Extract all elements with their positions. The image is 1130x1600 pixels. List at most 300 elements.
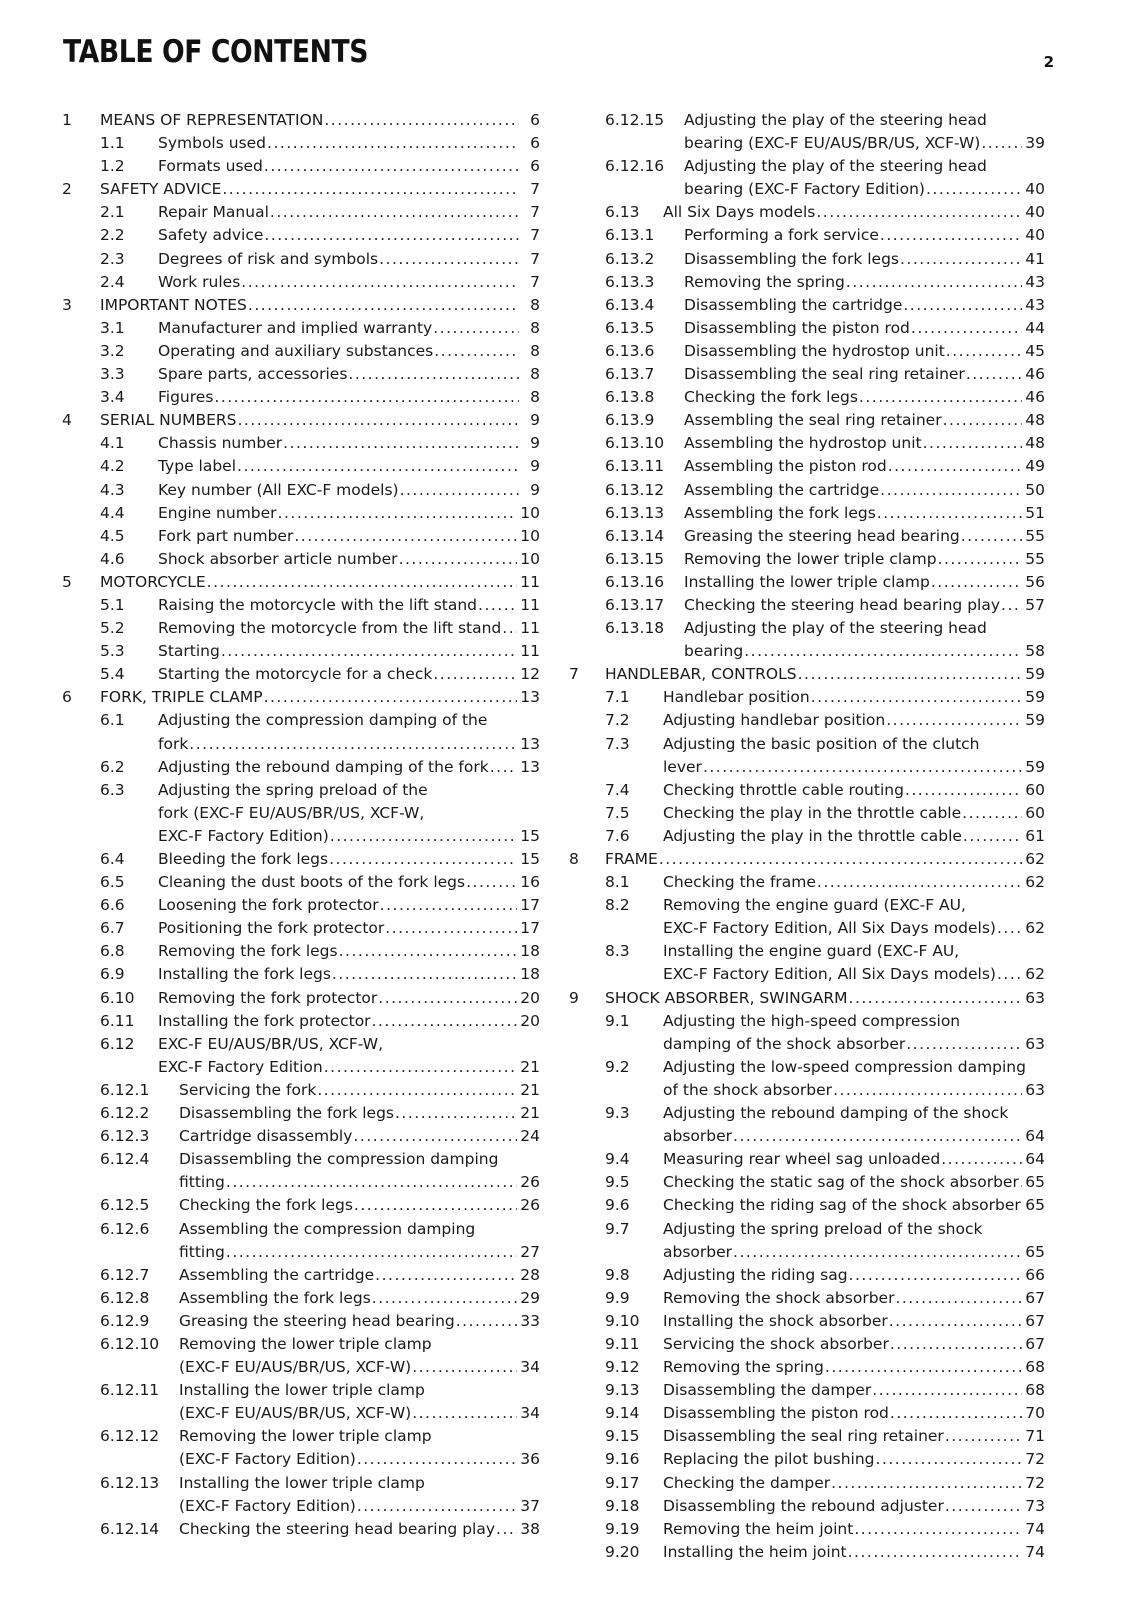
toc-entry[interactable]	[564, 1333, 1045, 1356]
toc-entry[interactable]	[564, 733, 1045, 779]
dot-leader	[385, 917, 517, 940]
toc-entry[interactable]	[564, 1448, 1045, 1471]
toc-entry-page: 6	[530, 157, 540, 176]
toc-entry[interactable]	[564, 525, 1045, 548]
toc-entry[interactable]	[564, 109, 1045, 155]
toc-entry[interactable]	[58, 109, 540, 132]
toc-entry[interactable]	[564, 1310, 1045, 1333]
toc-entry[interactable]	[58, 1148, 540, 1194]
toc-entry[interactable]	[58, 917, 540, 940]
toc-entry-number: 6.13.15	[605, 549, 665, 568]
toc-entry-page: 44	[1025, 318, 1045, 337]
toc-entry-number: 6.13.12	[605, 480, 665, 499]
toc-entry[interactable]	[58, 548, 540, 571]
toc-entry[interactable]	[58, 571, 540, 594]
toc-entry-title: Checking the riding sag of the shock absorber	[663, 1196, 1021, 1215]
toc-entry[interactable]	[564, 686, 1045, 709]
toc-entry[interactable]	[58, 386, 540, 409]
toc-entry[interactable]	[564, 1541, 1045, 1564]
toc-entry-title: Spare parts, accessories	[158, 365, 348, 384]
toc-entry-title: fitting	[179, 1242, 225, 1261]
toc-entry[interactable]	[564, 663, 1045, 686]
toc-entry-title: Disassembling the fork legs	[684, 249, 899, 268]
toc-entry-title: Installing the fork legs	[158, 965, 331, 984]
toc-entry[interactable]	[58, 294, 540, 317]
page-number: 2	[1043, 53, 1054, 71]
toc-entry[interactable]	[564, 1148, 1045, 1171]
toc-entry-page: 10	[520, 549, 540, 568]
toc-entry-title: Assembling the seal ring retainer	[684, 411, 942, 430]
dot-leader	[267, 132, 519, 155]
toc-entry-title: (EXC-F Factory Edition)	[179, 1496, 356, 1515]
toc-entry-number: 4.4	[100, 503, 125, 522]
toc-entry[interactable]	[58, 1218, 540, 1264]
toc-entry[interactable]	[58, 640, 540, 663]
dot-leader	[264, 155, 519, 178]
toc-entry[interactable]	[564, 1495, 1045, 1518]
toc-entry-title: Assembling the cartridge	[684, 480, 880, 499]
toc-entry-page: 63	[1025, 1080, 1045, 1099]
toc-entry-page: 17	[520, 919, 540, 938]
toc-entry-title: Operating and auxiliary substances	[158, 341, 434, 360]
toc-entry-title: Assembling the cartridge	[179, 1265, 375, 1284]
toc-entry[interactable]	[564, 1425, 1045, 1448]
toc-entry-page: 13	[520, 688, 540, 707]
dot-leader	[931, 571, 1022, 594]
toc-entry-title-line: Disassembling the compression damping	[179, 1150, 499, 1169]
dot-leader	[961, 525, 1023, 548]
dot-leader	[226, 1241, 517, 1264]
toc-entry-title: Formats used	[158, 157, 263, 176]
toc-entry[interactable]	[58, 686, 540, 709]
toc-entry[interactable]	[564, 987, 1045, 1010]
toc-entry-page: 21	[520, 1104, 540, 1123]
dot-leader	[859, 386, 1022, 409]
toc-entry[interactable]	[58, 940, 540, 963]
toc-entry[interactable]	[564, 1287, 1045, 1310]
toc-entry[interactable]	[58, 132, 540, 155]
toc-entry-number: 6.13.4	[605, 295, 655, 314]
toc-entry[interactable]	[564, 779, 1045, 802]
toc-entry-number: 1	[62, 111, 72, 129]
toc-entry-title: Safety advice	[158, 226, 264, 245]
toc-entry[interactable]	[58, 1518, 540, 1541]
toc-entry[interactable]	[564, 409, 1045, 432]
toc-entry[interactable]	[564, 224, 1045, 247]
toc-entry-number: 6.5	[100, 873, 125, 892]
toc-entry-page: 34	[520, 1404, 540, 1423]
toc-entry-page: 20	[520, 1011, 540, 1030]
toc-entry[interactable]	[564, 548, 1045, 571]
toc-entry[interactable]	[58, 1287, 540, 1310]
toc-entry-number: 6.13.3	[605, 272, 655, 291]
toc-entry-page: 40	[1025, 203, 1045, 222]
dot-leader	[354, 1194, 517, 1217]
toc-entry-title: Assembling the fork legs	[179, 1288, 371, 1307]
toc-entry[interactable]	[58, 317, 540, 340]
toc-entry[interactable]	[564, 201, 1045, 224]
toc-entry[interactable]	[564, 1518, 1045, 1541]
toc-entry[interactable]	[564, 432, 1045, 455]
dot-leader	[888, 455, 1023, 478]
toc-entry-number: 6.13.14	[605, 526, 665, 545]
toc-entry[interactable]	[58, 1033, 540, 1079]
toc-entry[interactable]	[58, 248, 540, 271]
dot-leader	[496, 1518, 517, 1541]
toc-entry-number: 6	[62, 688, 72, 707]
toc-entry[interactable]	[564, 848, 1045, 871]
toc-entry-page: 65	[1025, 1196, 1045, 1215]
toc-entry[interactable]	[564, 1056, 1045, 1102]
toc-entry-number: 6.1	[100, 711, 125, 730]
toc-entry-title-line: Removing the lower triple clamp	[179, 1427, 432, 1446]
dot-leader	[357, 1448, 517, 1471]
toc-entry-page: 46	[1025, 388, 1045, 407]
toc-entry[interactable]	[58, 271, 540, 294]
toc-entry-page: 45	[1025, 341, 1045, 360]
toc-entry[interactable]	[58, 1472, 540, 1518]
toc-entry[interactable]	[58, 1194, 540, 1217]
toc-entry[interactable]	[58, 455, 540, 478]
toc-entry-title: Installing the heim joint	[663, 1542, 847, 1561]
dot-leader	[926, 178, 1022, 201]
dot-leader	[380, 894, 518, 917]
toc-entry[interactable]	[58, 224, 540, 247]
toc-entry-page: 28	[520, 1265, 540, 1284]
dot-leader	[502, 617, 517, 640]
toc-entry-title-line: Installing the engine guard (EXC-F AU,	[663, 942, 960, 961]
toc-entry-page: 7	[530, 180, 540, 199]
toc-entry-number: 6.12.15	[605, 111, 665, 129]
dot-leader	[478, 594, 517, 617]
toc-entry-title: EXC-F Factory Edition, All Six Days models)	[663, 965, 996, 984]
toc-entry-title-line: Adjusting the compression damping of the	[158, 711, 488, 730]
toc-entry[interactable]	[58, 617, 540, 640]
toc-entry[interactable]	[564, 317, 1045, 340]
toc-entry-title: Removing the heim joint	[663, 1519, 854, 1538]
dot-leader	[372, 1010, 518, 1033]
toc-column-right	[564, 109, 1045, 1564]
toc-entry[interactable]	[58, 432, 540, 455]
toc-entry-title: FORK, TRIPLE CLAMP	[100, 688, 263, 707]
toc-entry[interactable]	[58, 1125, 540, 1148]
toc-entry-title: Servicing the fork	[179, 1080, 317, 1099]
toc-entry-page: 74	[1025, 1519, 1045, 1538]
dot-leader	[906, 1033, 1022, 1056]
toc-entry[interactable]	[564, 1379, 1045, 1402]
toc-entry[interactable]	[564, 871, 1045, 894]
toc-entry[interactable]	[564, 340, 1045, 363]
toc-entry[interactable]	[58, 201, 540, 224]
toc-entry-title-line: Adjusting the rebound damping of the shock	[663, 1104, 1009, 1123]
toc-entry[interactable]	[58, 155, 540, 178]
toc-entry-number: 9.3	[605, 1104, 630, 1123]
dot-leader	[207, 571, 518, 594]
dot-leader	[214, 386, 519, 409]
toc-entry-number: 6.6	[100, 896, 125, 915]
toc-entry-title-line: Adjusting the low-speed compression damping	[663, 1057, 1026, 1076]
toc-entry[interactable]	[564, 479, 1045, 502]
toc-entry[interactable]	[564, 363, 1045, 386]
toc-entry[interactable]	[58, 1079, 540, 1102]
toc-entry[interactable]	[564, 1171, 1045, 1194]
toc-entry-page: 17	[520, 896, 540, 915]
toc-entry-title: Disassembling the cartridge	[684, 295, 903, 314]
toc-entry-number: 3.1	[100, 318, 125, 337]
toc-entry[interactable]	[564, 894, 1045, 940]
toc-entry-title: Servicing the shock absorber	[663, 1334, 889, 1353]
toc-entry-number: 9.14	[605, 1404, 640, 1423]
toc-entry[interactable]	[564, 802, 1045, 825]
toc-entry[interactable]	[58, 1010, 540, 1033]
toc-entry-number: 8.3	[605, 942, 630, 961]
toc-entry-title: Assembling the fork legs	[684, 503, 876, 522]
toc-entry-page: 6	[530, 111, 540, 129]
toc-entry[interactable]	[58, 1425, 540, 1471]
toc-entry[interactable]	[58, 1310, 540, 1333]
toc-entry-number: 9.12	[605, 1358, 640, 1377]
toc-entry-page: 38	[520, 1519, 540, 1538]
toc-entry-page: 51	[1025, 503, 1045, 522]
toc-entry[interactable]	[58, 987, 540, 1010]
toc-entry[interactable]	[564, 709, 1045, 732]
dot-leader	[378, 987, 517, 1010]
toc-entry-number: 6.12.10	[100, 1334, 160, 1353]
dot-leader	[222, 178, 519, 201]
toc-entry[interactable]	[564, 1194, 1045, 1217]
toc-entry[interactable]	[564, 940, 1045, 986]
dot-leader	[981, 132, 1022, 155]
toc-entry[interactable]	[58, 178, 540, 201]
toc-entry[interactable]	[58, 409, 540, 432]
toc-entry-title: EXC-F Factory Edition)	[158, 826, 329, 845]
dot-leader	[889, 1310, 1023, 1333]
dot-leader	[324, 1056, 518, 1079]
toc-entry-title: Installing the fork protector	[158, 1011, 371, 1030]
toc-entry-number: 9.6	[605, 1196, 630, 1215]
toc-entry-number: 4.6	[100, 549, 125, 568]
toc-entry-page: 26	[520, 1196, 540, 1215]
dot-leader	[221, 640, 517, 663]
dot-leader	[317, 1079, 517, 1102]
toc-entry-page: 66	[1025, 1265, 1045, 1284]
toc-entry-title: Bleeding the fork legs	[158, 850, 329, 868]
toc-entry-page: 65	[1025, 1242, 1045, 1261]
toc-entry-number: 5	[62, 572, 72, 591]
toc-entry-page: 8	[530, 318, 540, 337]
dot-leader	[943, 409, 1023, 432]
toc-entry-title: Raising the motorcycle with the lift stand	[158, 595, 478, 614]
toc-entry-title-line: Removing the lower triple clamp	[179, 1334, 432, 1353]
toc-entry-number: 9.8	[605, 1265, 630, 1284]
toc-entry-page: 61	[1025, 826, 1045, 845]
toc-entry-title: of the shock absorber	[663, 1080, 833, 1099]
toc-entry[interactable]	[58, 502, 540, 525]
toc-entry-number: 6.7	[100, 919, 125, 938]
toc-entry-page: 62	[1025, 873, 1045, 892]
toc-entry[interactable]	[58, 363, 540, 386]
toc-entry-title: Removing the shock absorber	[663, 1288, 895, 1307]
toc-entry[interactable]	[564, 825, 1045, 848]
toc-entry-page: 20	[520, 988, 540, 1007]
dot-leader	[248, 294, 519, 317]
toc-entry-number: 8	[569, 850, 579, 868]
toc-entry-title: Disassembling the hydrostop unit	[684, 341, 945, 360]
dot-leader	[811, 686, 1023, 709]
toc-entry-page: 63	[1025, 988, 1045, 1007]
toc-entry-page: 74	[1025, 1542, 1045, 1561]
toc-entry[interactable]	[58, 594, 540, 617]
toc-entry-title: Fork part number	[158, 526, 294, 545]
toc-entry[interactable]	[564, 294, 1045, 317]
toc-entry[interactable]	[564, 386, 1045, 409]
toc-entry-number: 5.1	[100, 595, 125, 614]
toc-entry-title: Installing the lower triple clamp	[684, 572, 930, 591]
toc-entry[interactable]	[564, 617, 1045, 663]
toc-entry-title: SAFETY ADVICE	[100, 180, 222, 199]
toc-entry-title: Manufacturer and implied warranty	[158, 318, 433, 337]
toc-entry[interactable]	[564, 1402, 1045, 1425]
toc-entry[interactable]	[564, 1472, 1045, 1495]
toc-entry[interactable]	[58, 525, 540, 548]
toc-entry[interactable]	[58, 756, 540, 779]
dot-leader	[270, 201, 519, 224]
toc-entry-title: Work rules	[158, 272, 241, 291]
toc-entry-number: 9.11	[605, 1334, 640, 1353]
toc-entry-page: 62	[1025, 850, 1045, 868]
toc-entry-title-line: Adjusting the play of the steering head	[684, 111, 987, 129]
dot-leader	[339, 940, 518, 963]
dot-leader	[849, 987, 1023, 1010]
toc-entry[interactable]	[564, 155, 1045, 201]
toc-entry-number: 9.20	[605, 1542, 640, 1561]
toc-entry[interactable]	[564, 1102, 1045, 1148]
toc-entry-number: 9.18	[605, 1496, 640, 1515]
toc-entry-title-line: Removing the engine guard (EXC-F AU,	[663, 896, 966, 915]
toc-entry-title: absorber	[663, 1127, 733, 1146]
dot-leader	[433, 663, 517, 686]
toc-entry-page: 13	[520, 734, 540, 753]
dot-leader	[872, 1379, 1022, 1402]
toc-entry-title: fork	[158, 734, 189, 753]
dot-leader	[997, 963, 1022, 986]
toc-entry-number: 7.6	[605, 826, 630, 845]
toc-entry-title: MOTORCYCLE	[100, 572, 206, 591]
toc-entry-page: 9	[530, 457, 540, 476]
toc-entry[interactable]	[58, 963, 540, 986]
toc-entry-number: 2.2	[100, 226, 125, 245]
toc-entry[interactable]	[58, 1379, 540, 1425]
toc-entry[interactable]	[58, 1264, 540, 1287]
toc-entry-number: 6.12.3	[100, 1127, 150, 1146]
toc-entry-page: 33	[520, 1311, 540, 1330]
toc-entry[interactable]	[564, 594, 1045, 617]
dot-leader	[895, 1287, 1022, 1310]
toc-entry[interactable]	[58, 1102, 540, 1125]
toc-entry-page: 62	[1025, 919, 1045, 938]
dot-leader	[283, 432, 519, 455]
toc-entry[interactable]	[564, 1010, 1045, 1056]
toc-entry[interactable]	[564, 1218, 1045, 1264]
toc-entry-page: 63	[1025, 1034, 1045, 1053]
dot-leader	[798, 663, 1023, 686]
toc-entry-title: IMPORTANT NOTES	[100, 295, 247, 314]
toc-entry-page: 7	[530, 249, 540, 268]
toc-entry-title: Degrees of risk and symbols	[158, 249, 379, 268]
toc-entry[interactable]	[58, 709, 540, 755]
dot-leader	[659, 848, 1022, 871]
toc-entry[interactable]	[58, 779, 540, 848]
dot-leader	[903, 294, 1022, 317]
toc-entry-page: 40	[1025, 180, 1045, 199]
toc-entry-page: 9	[530, 434, 540, 453]
toc-entry[interactable]	[564, 1264, 1045, 1287]
toc-entry[interactable]	[564, 455, 1045, 478]
toc-entry[interactable]	[564, 248, 1045, 271]
dot-leader	[353, 1125, 517, 1148]
toc-entry[interactable]	[58, 1333, 540, 1379]
toc-entry-title: All Six Days models	[663, 203, 816, 222]
toc-entry-title: HANDLEBAR, CONTROLS	[605, 665, 797, 684]
toc-entry[interactable]	[58, 663, 540, 686]
toc-entry-page: 56	[1025, 572, 1045, 591]
toc-entry-number: 6.13.10	[605, 434, 665, 453]
toc-entry[interactable]	[58, 848, 540, 871]
dot-leader	[434, 340, 519, 363]
toc-entry-title: Removing the fork protector	[158, 988, 378, 1007]
toc-entry-title: Removing the spring	[663, 1358, 824, 1377]
toc-entry[interactable]	[564, 271, 1045, 294]
dot-leader	[395, 1102, 517, 1125]
toc-entry[interactable]	[564, 502, 1045, 525]
toc-entry-title: Disassembling the piston rod	[684, 318, 910, 337]
toc-entry-number: 6.12.9	[100, 1311, 150, 1330]
toc-entry-title: Checking the damper	[663, 1473, 831, 1492]
toc-entry-number: 4.2	[100, 457, 125, 476]
toc-entry-number: 6.13.6	[605, 341, 655, 360]
toc-entry[interactable]	[564, 1356, 1045, 1379]
toc-entry-title-line: Adjusting the spring preload of the shock	[663, 1219, 983, 1238]
toc-entry[interactable]	[58, 340, 540, 363]
toc-entry-number: 5.3	[100, 642, 125, 661]
toc-entry-number: 6.12.13	[100, 1473, 160, 1492]
toc-entry-title: Removing the motorcycle from the lift stand	[158, 619, 502, 638]
toc-entry-page: 43	[1025, 295, 1045, 314]
toc-entry-title: Performing a fork service	[684, 226, 879, 245]
toc-entry-page: 39	[1025, 134, 1045, 153]
toc-entry[interactable]	[58, 894, 540, 917]
toc-entry-number: 6.12.1	[100, 1080, 150, 1099]
toc-entry-number: 6.13.13	[605, 503, 665, 522]
toc-entry-number: 6.13.17	[605, 595, 665, 614]
toc-entry-number: 9.2	[605, 1057, 630, 1076]
toc-entry-page: 58	[1025, 642, 1045, 661]
dot-leader	[330, 825, 518, 848]
dot-leader	[905, 779, 1022, 802]
toc-entry[interactable]	[58, 479, 540, 502]
toc-entry-page: 24	[520, 1127, 540, 1146]
toc-entry-number: 4.5	[100, 526, 125, 545]
toc-entry[interactable]	[564, 571, 1045, 594]
toc-entry-title: Assembling the piston rod	[684, 457, 887, 476]
toc-entry-page: 50	[1025, 480, 1045, 499]
dot-leader	[946, 340, 1022, 363]
toc-entry-page: 18	[520, 942, 540, 961]
toc-entry[interactable]	[58, 871, 540, 894]
toc-entry-number: 6.13	[605, 203, 640, 222]
dot-leader	[854, 1518, 1022, 1541]
toc-entry-number: 6.12.14	[100, 1519, 160, 1538]
